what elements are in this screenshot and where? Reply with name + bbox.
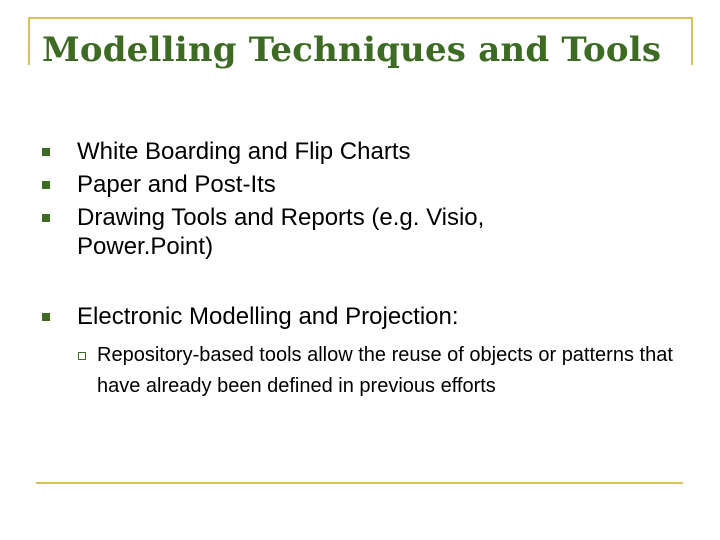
title-frame-top-rule: [28, 17, 693, 19]
title-frame-left-rule: [28, 17, 30, 65]
sub-bullet-text: Repository-based tools allow the reuse of objects or patterns that have already been defined in previous efforts: [97, 344, 673, 397]
filled-square-bullet-icon: [42, 148, 50, 156]
footer-rule: [36, 482, 683, 484]
bullet-text: Electronic Modelling and Projection:: [77, 303, 459, 330]
filled-square-bullet-icon: [42, 214, 50, 222]
title-frame-right-rule: [691, 17, 693, 65]
filled-square-bullet-icon: [42, 181, 50, 189]
slide-title: Modelling Techniques and Tools: [42, 30, 662, 70]
bullet-text: Paper and Post-Its: [77, 171, 276, 198]
bullet-text: Drawing Tools and Reports (e.g. Visio, Power.Point): [77, 204, 485, 260]
hollow-square-bullet-icon: [78, 352, 86, 360]
bullet-text: White Boarding and Flip Charts: [77, 138, 411, 165]
filled-square-bullet-icon: [42, 313, 50, 321]
